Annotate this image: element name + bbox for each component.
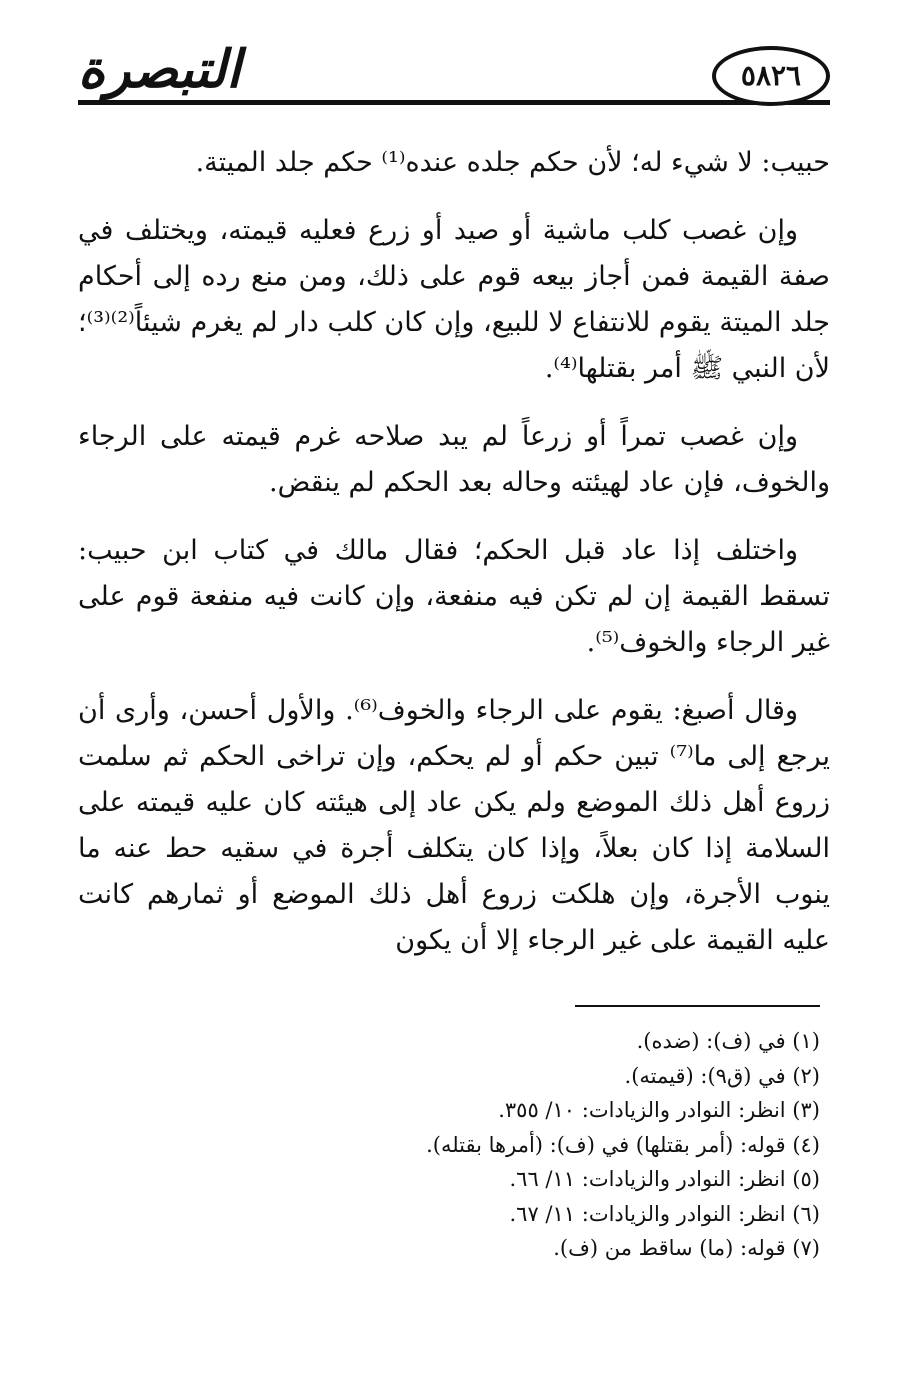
book-title: التبصرة <box>78 40 251 100</box>
footnote: (٧) قوله: (ما) ساقط من (ف). <box>553 1236 820 1260</box>
page-number-oval <box>712 46 830 106</box>
paragraph: وإن غصب تمراً أو زرعاً لم يبد صلاحه غرم قيمته على الرجاء والخوف، فإن عاد لهيئته وحاله بعد الحكم لم ينقض. <box>78 421 830 498</box>
paragraph: حبيب: لا شيء له؛ لأن حكم جلده عنده⁽¹⁾ حكم جلد الميتة. <box>195 147 830 178</box>
page-header <box>78 38 830 124</box>
footnote: (٦) انظر: النوادر والزيادات: ١١/ ٦٧. <box>509 1201 820 1226</box>
page-number: ٥٨٢٦ <box>740 59 802 92</box>
footnotes <box>78 1024 820 1266</box>
footnote: (٤) قوله: (أمر بقتلها) في (ف): (أمرها بقتله). <box>426 1132 820 1157</box>
main-text <box>78 140 830 986</box>
footnote: (٢) في (ق٩): (قيمته). <box>624 1063 820 1088</box>
footnote: (١) في (ف): (ضده). <box>636 1029 820 1053</box>
paragraph: وإن غصب كلب ماشية أو صيد أو زرع فعليه قيمته، ويختلف في صفة القيمة فمن أجاز بيعه قوم على ذلك، ومن منع رده إلى أحكام جلد الميتة يقوم للانتفاع لا للبيع، وإن كان كلب دار لم يغرم شيئاً⁽²⁾⁽³⁾؛ لأن النبي ﷺ أمر بقتلها⁽⁴⁾. <box>78 215 830 384</box>
footnote: (٣) انظر: النوادر والزيادات: ١٠/ ٣٥٥. <box>498 1098 820 1122</box>
paragraph: واختلف إذا عاد قبل الحكم؛ فقال مالك في كتاب ابن حبيب: تسقط القيمة إن لم تكن فيه منفعة، وإن كانت فيه منفعة قوم على غير الرجاء والخوف⁽⁵⁾. <box>78 535 830 658</box>
footnote: (٥) انظر: النوادر والزيادات: ١١/ ٦٦. <box>509 1167 820 1191</box>
header-rule <box>78 100 830 105</box>
paragraph: وقال أصبغ: يقوم على الرجاء والخوف⁽⁶⁾. والأول أحسن، وأرى أن يرجع إلى ما⁽⁷⁾ تبين حكم أو لم يحكم، وإن تراخى الحكم ثم سلمت زروع أهل ذلك الموضع ولم يكن عاد إلى هيئته كان عليه قيمته على السلامة إذا كان بعلاً، وإذا كان يتكلف أجرة في سقيه حط عنه ما ينوب الأجرة، وإن هلكت زروع أهل ذلك الموضع أو ثمارهم كانت عليه القيمة على غير الرجاء إلا أن يكون <box>78 695 830 956</box>
footnote-separator <box>575 1005 820 1007</box>
